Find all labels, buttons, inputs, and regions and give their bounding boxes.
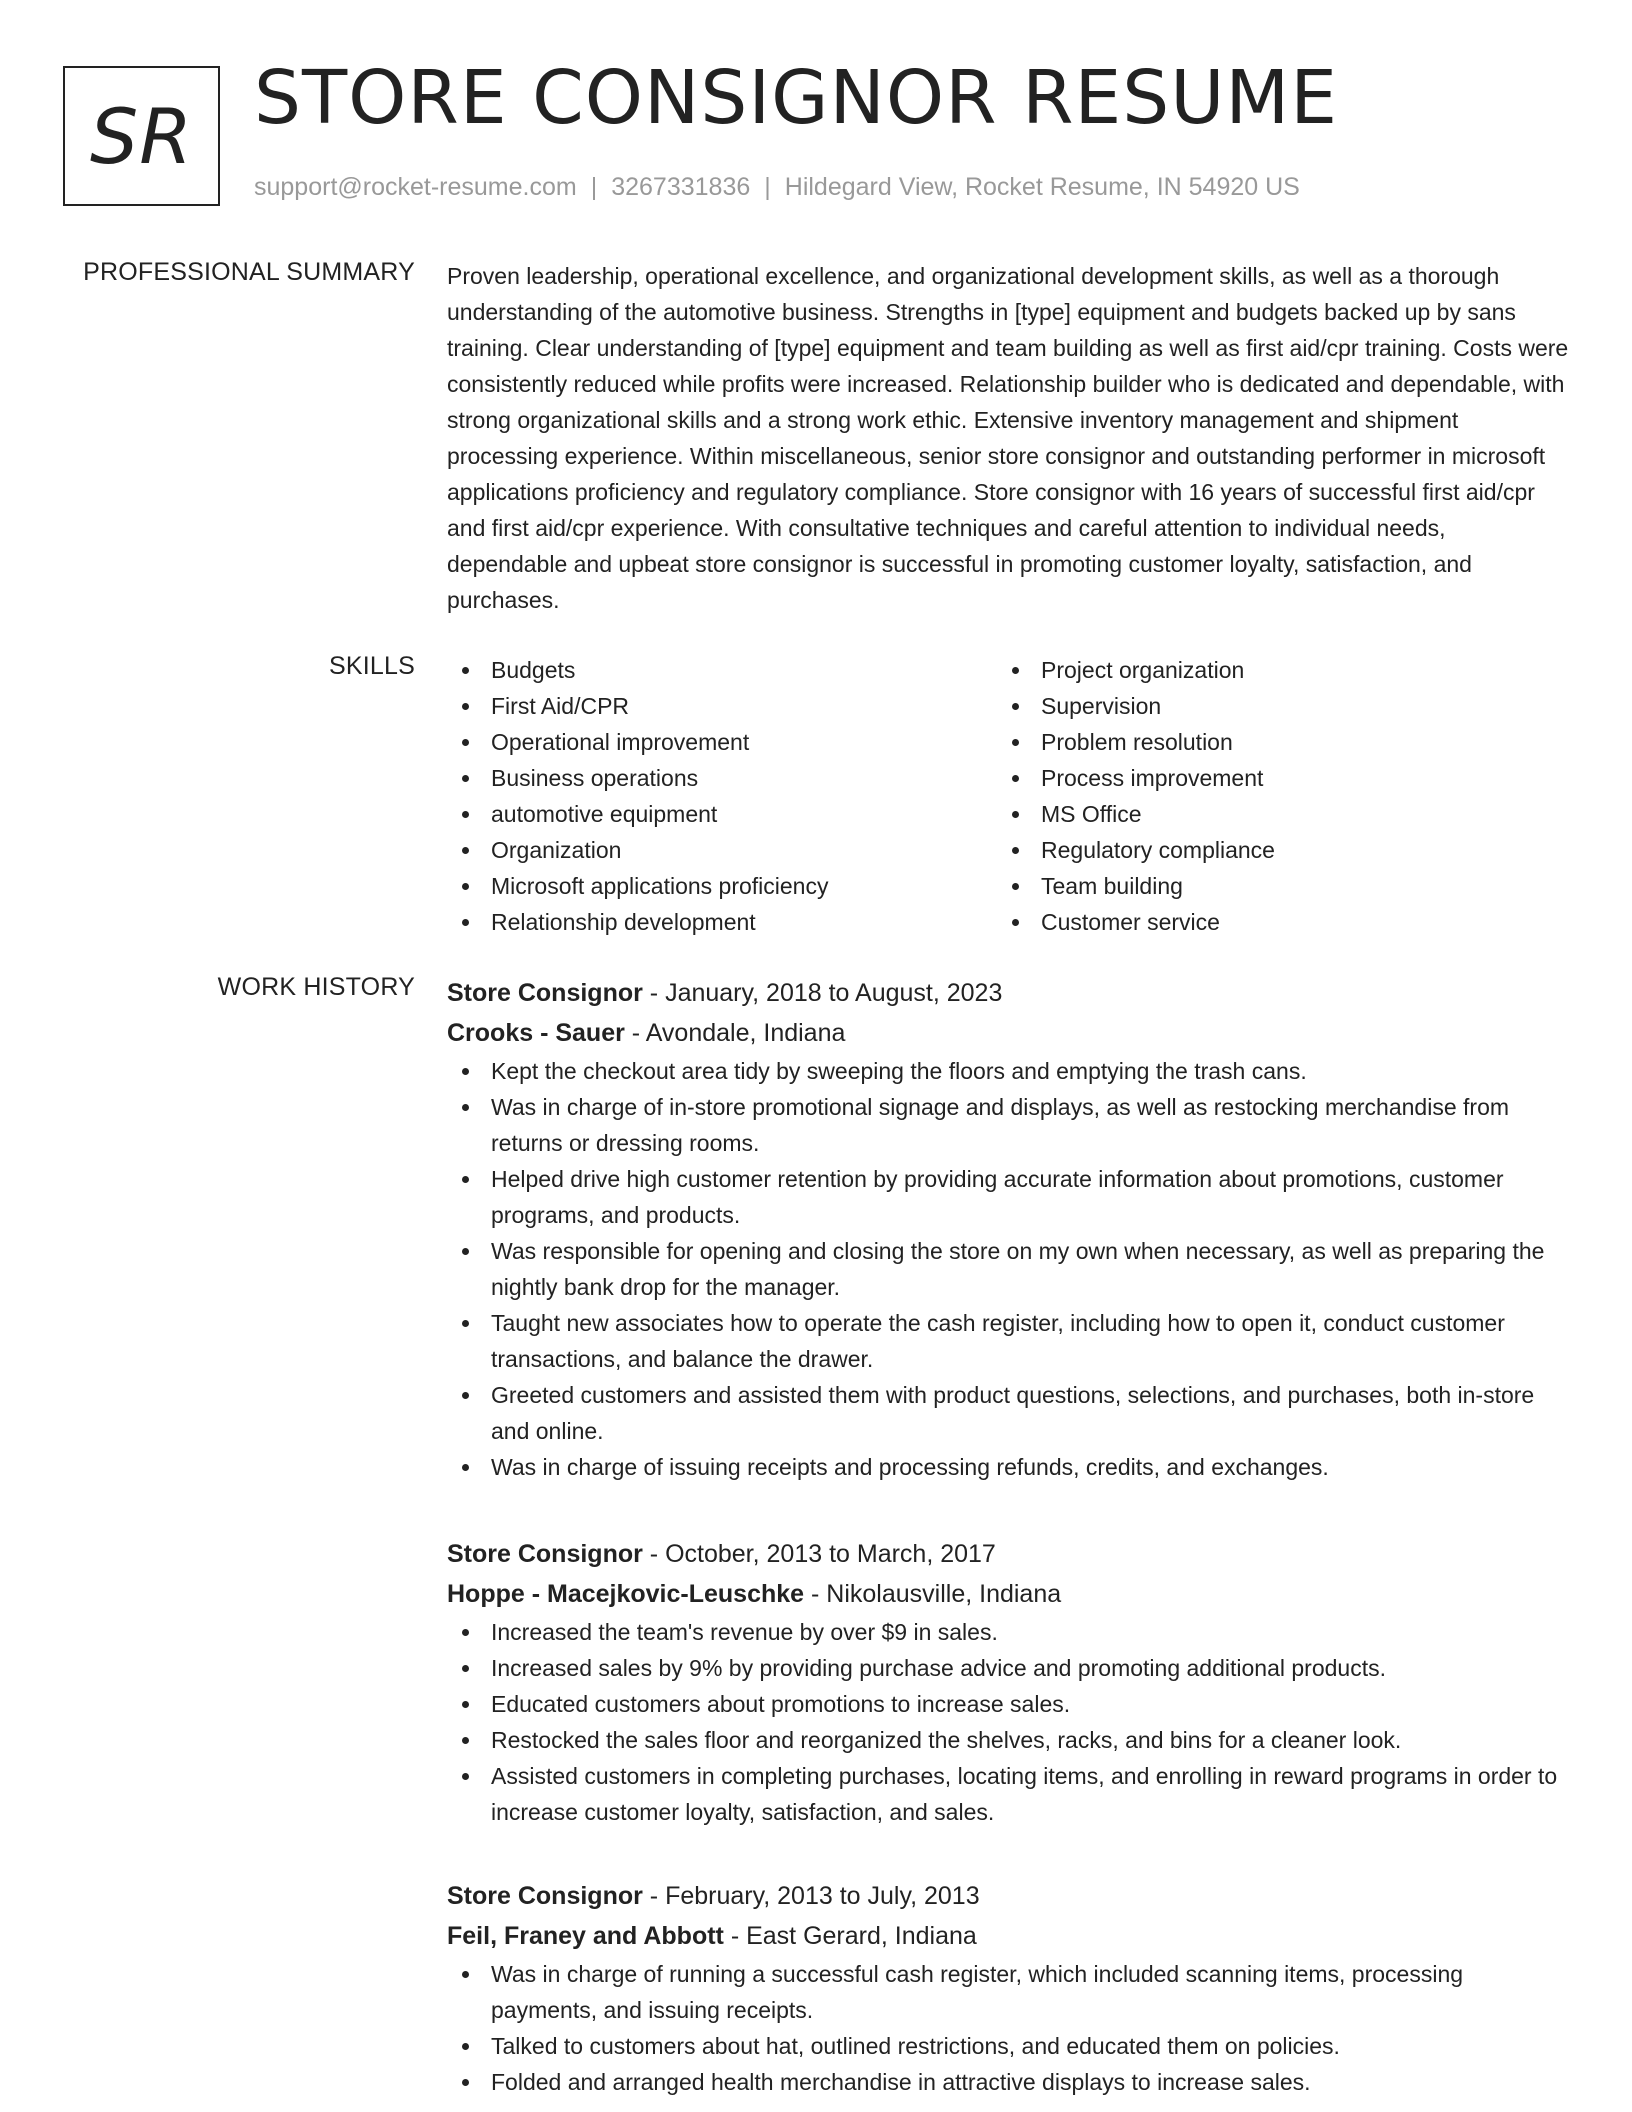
job-bullet: Was in charge of in-store promotional signage and displays, as well as restocking merchandise from returns or dressing rooms.	[447, 1089, 1571, 1161]
job-bullet: Was in charge of issuing receipts and processing refunds, credits, and exchanges.	[447, 1449, 1571, 1485]
skill-item: Supervision	[997, 688, 1547, 724]
skill-item: Customer service	[997, 904, 1547, 940]
company-name: Hoppe - Macejkovic-Leuschke	[447, 1580, 805, 1608]
page-title: STORE CONSIGNOR RESUME	[254, 55, 1338, 141]
job-dates: - February, 2013 to July, 2013	[649, 1882, 980, 1910]
contact-phone: 3267331836	[611, 173, 751, 201]
skill-item: Organization	[447, 832, 997, 868]
job-title: Store Consignor	[447, 979, 643, 1007]
skill-item: Team building	[997, 868, 1547, 904]
job-bullet: Restocked the sales floor and reorganized the shelves, racks, and bins for a cleaner look.	[447, 1722, 1571, 1758]
skill-item: Process improvement	[997, 760, 1547, 796]
section-label-work-history: WORK HISTORY	[217, 973, 415, 1001]
job-title-line	[447, 1534, 1571, 1574]
job-bullet: Assisted customers in completing purchases, locating items, and enrolling in reward programs in order to increase customer loyalty, satisfaction, and sales.	[447, 1758, 1571, 1830]
contact-address: Hildegard View, Rocket Resume, IN 54920 US	[784, 173, 1300, 201]
job-title: Store Consignor	[447, 1882, 643, 1910]
job-bullets	[447, 1614, 1571, 1830]
job-bullet: Increased sales by 9% by providing purchase advice and promoting additional products.	[447, 1650, 1571, 1686]
job-dates: - October, 2013 to March, 2017	[649, 1540, 996, 1568]
company-location: - Avondale, Indiana	[631, 1019, 846, 1047]
monogram-logo: SR	[63, 66, 220, 206]
company-line	[447, 1916, 1571, 1956]
job-title: Store Consignor	[447, 1540, 643, 1568]
job-bullet: Was responsible for opening and closing the store on my own when necessary, as well as preparing the nightly bank drop for the manager.	[447, 1233, 1571, 1305]
job-bullets	[447, 1053, 1571, 1485]
job-title-line	[447, 1876, 1571, 1916]
skill-item: Regulatory compliance	[997, 832, 1547, 868]
job-bullet: Helped drive high customer retention by providing accurate information about promotions, customer programs, and products.	[447, 1161, 1571, 1233]
job-bullet: Greeted customers and assisted them with product questions, selections, and purchases, both in-store and online.	[447, 1377, 1571, 1449]
contact-separator: |	[590, 173, 598, 201]
summary-body	[447, 258, 1571, 618]
company-name: Feil, Franey and Abbott	[447, 1922, 724, 1950]
job-title-line	[447, 973, 1571, 1013]
skill-item: automotive equipment	[447, 796, 997, 832]
skill-item: Relationship development	[447, 904, 997, 940]
company-name: Crooks - Sauer	[447, 1019, 625, 1047]
skill-item: Budgets	[447, 652, 997, 688]
contact-line	[254, 173, 1300, 202]
company-line	[447, 1574, 1571, 1614]
job-bullet: Talked to customers about hat, outlined restrictions, and educated them on policies.	[447, 2028, 1571, 2064]
job-dates: - January, 2018 to August, 2023	[649, 979, 1003, 1007]
job-bullet: Was in charge of running a successful cash register, which included scanning items, processing payments, and issuing receipts.	[447, 1956, 1571, 2028]
skills-list-right	[997, 652, 1547, 940]
skill-item: Project organization	[997, 652, 1547, 688]
skill-item: First Aid/CPR	[447, 688, 997, 724]
section-label-skills: SKILLS	[329, 652, 415, 680]
company-location: - East Gerard, Indiana	[730, 1922, 977, 1950]
company-location: - Nikolausville, Indiana	[811, 1580, 1062, 1608]
skills-body	[447, 652, 1571, 940]
job-bullet: Taught new associates how to operate the cash register, including how to open it, conduct customer transactions, and balance the drawer.	[447, 1305, 1571, 1377]
skill-item: Microsoft applications proficiency	[447, 868, 997, 904]
company-line	[447, 1013, 1571, 1053]
summary-text: Proven leadership, operational excellence, and organizational development skills, as well as a thorough understanding of the automotive business. Strengths in [type] equipment and budgets backed up by sans training. Clear understanding of [type] equipment and team building as well as first aid/cpr training. Costs were consistently reduced while profits were increased. Relationship builder who is dedicated and dependable, with strong organizational skills and a strong work ethic. Extensive inventory management and shipment processing experience. Within miscellaneous, senior store consignor and outstanding performer in microsoft applications proficiency and regulatory compliance. Store consignor with 16 years of successful first aid/cpr and first aid/cpr experience. With consultative techniques and careful attention to individual needs, dependable and upbeat store consignor is successful in promoting customer loyalty, satisfaction, and purchases.	[447, 263, 1569, 613]
job-bullet: Increased the team's revenue by over $9 in sales.	[447, 1614, 1571, 1650]
section-label-summary: PROFESSIONAL SUMMARY	[83, 258, 415, 286]
job-bullet: Kept the checkout area tidy by sweeping the floors and emptying the trash cans.	[447, 1053, 1571, 1089]
skills-list-left	[447, 652, 997, 940]
skill-item: Business operations	[447, 760, 997, 796]
skill-item: MS Office	[997, 796, 1547, 832]
skill-item: Problem resolution	[997, 724, 1547, 760]
contact-email: support@rocket-resume.com	[254, 173, 577, 201]
job-bullet: Folded and arranged health merchandise in attractive displays to increase sales.	[447, 2064, 1571, 2100]
skill-item: Operational improvement	[447, 724, 997, 760]
job-bullets	[447, 1956, 1571, 2100]
job-bullet: Educated customers about promotions to increase sales.	[447, 1686, 1571, 1722]
contact-separator: |	[764, 173, 771, 201]
